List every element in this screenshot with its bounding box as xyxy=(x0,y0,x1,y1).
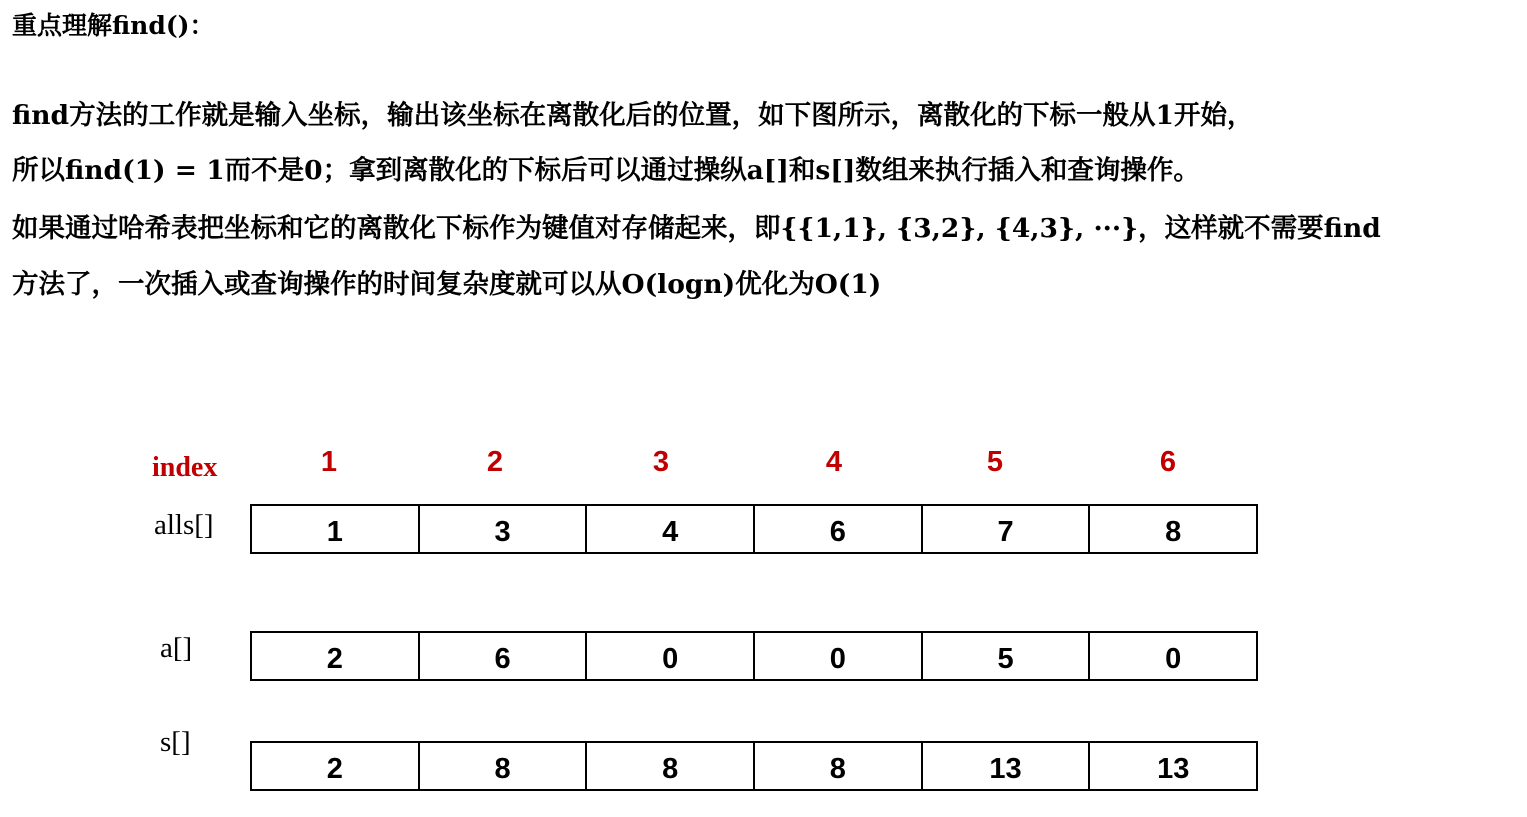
array-cell: 8 xyxy=(420,743,588,789)
s-array-label: s[] xyxy=(160,726,191,758)
array-cell: 1 xyxy=(252,506,420,552)
array-cell: 8 xyxy=(1165,515,1182,548)
alls-array-label: alls[] xyxy=(154,509,214,541)
array-cell: 7 xyxy=(923,506,1091,552)
array-cell: 0 xyxy=(755,633,923,679)
index-number: 5 xyxy=(986,446,1004,478)
s-array xyxy=(250,741,1258,791)
a-array xyxy=(250,631,1258,681)
array-cell: 6 xyxy=(755,506,923,552)
paragraph-line-4: 方法了，一次插入或查询操作的时间复杂度就可以从O(logn)优化为O(1) xyxy=(12,269,882,300)
array-cell: 4 xyxy=(587,506,755,552)
array-cell: 6 xyxy=(420,633,588,679)
array-cell: 5 xyxy=(923,633,1091,679)
index-number: 2 xyxy=(486,446,504,478)
section-heading: 重点理解find()： xyxy=(12,11,215,40)
index-number: 4 xyxy=(825,446,843,478)
alls-array xyxy=(250,504,1258,554)
paragraph-line-3: 如果通过哈希表把坐标和它的离散化下标作为键值对存储起来，即{{1,1}, {3,2}, {4,3}, ···}，这样就不需要find xyxy=(12,213,1381,244)
array-cell: 2 xyxy=(252,633,420,679)
array-cell: 8 xyxy=(755,743,923,789)
array-cell: 13 xyxy=(1157,752,1190,785)
array-cell: 13 xyxy=(923,743,1091,789)
index-number: 3 xyxy=(652,446,670,478)
a-array-label: a[] xyxy=(160,632,193,664)
array-cell: 0 xyxy=(587,633,755,679)
index-number: 6 xyxy=(1159,446,1177,478)
array-cell: 2 xyxy=(252,743,420,789)
paragraph-line-2: 所以find(1) = 1而不是0；拿到离散化的下标后可以通过操纵a[]和s[]数组来执行插入和查询操作。 xyxy=(12,155,1200,186)
array-cell: 3 xyxy=(420,506,588,552)
array-cell: 0 xyxy=(1165,642,1182,675)
array-cell: 8 xyxy=(587,743,755,789)
index-label: index xyxy=(152,452,218,483)
index-number: 1 xyxy=(320,446,338,478)
paragraph-line-1: find方法的工作就是输入坐标，输出该坐标在离散化后的位置，如下图所示，离散化的下标一般从1开始， xyxy=(12,100,1254,131)
